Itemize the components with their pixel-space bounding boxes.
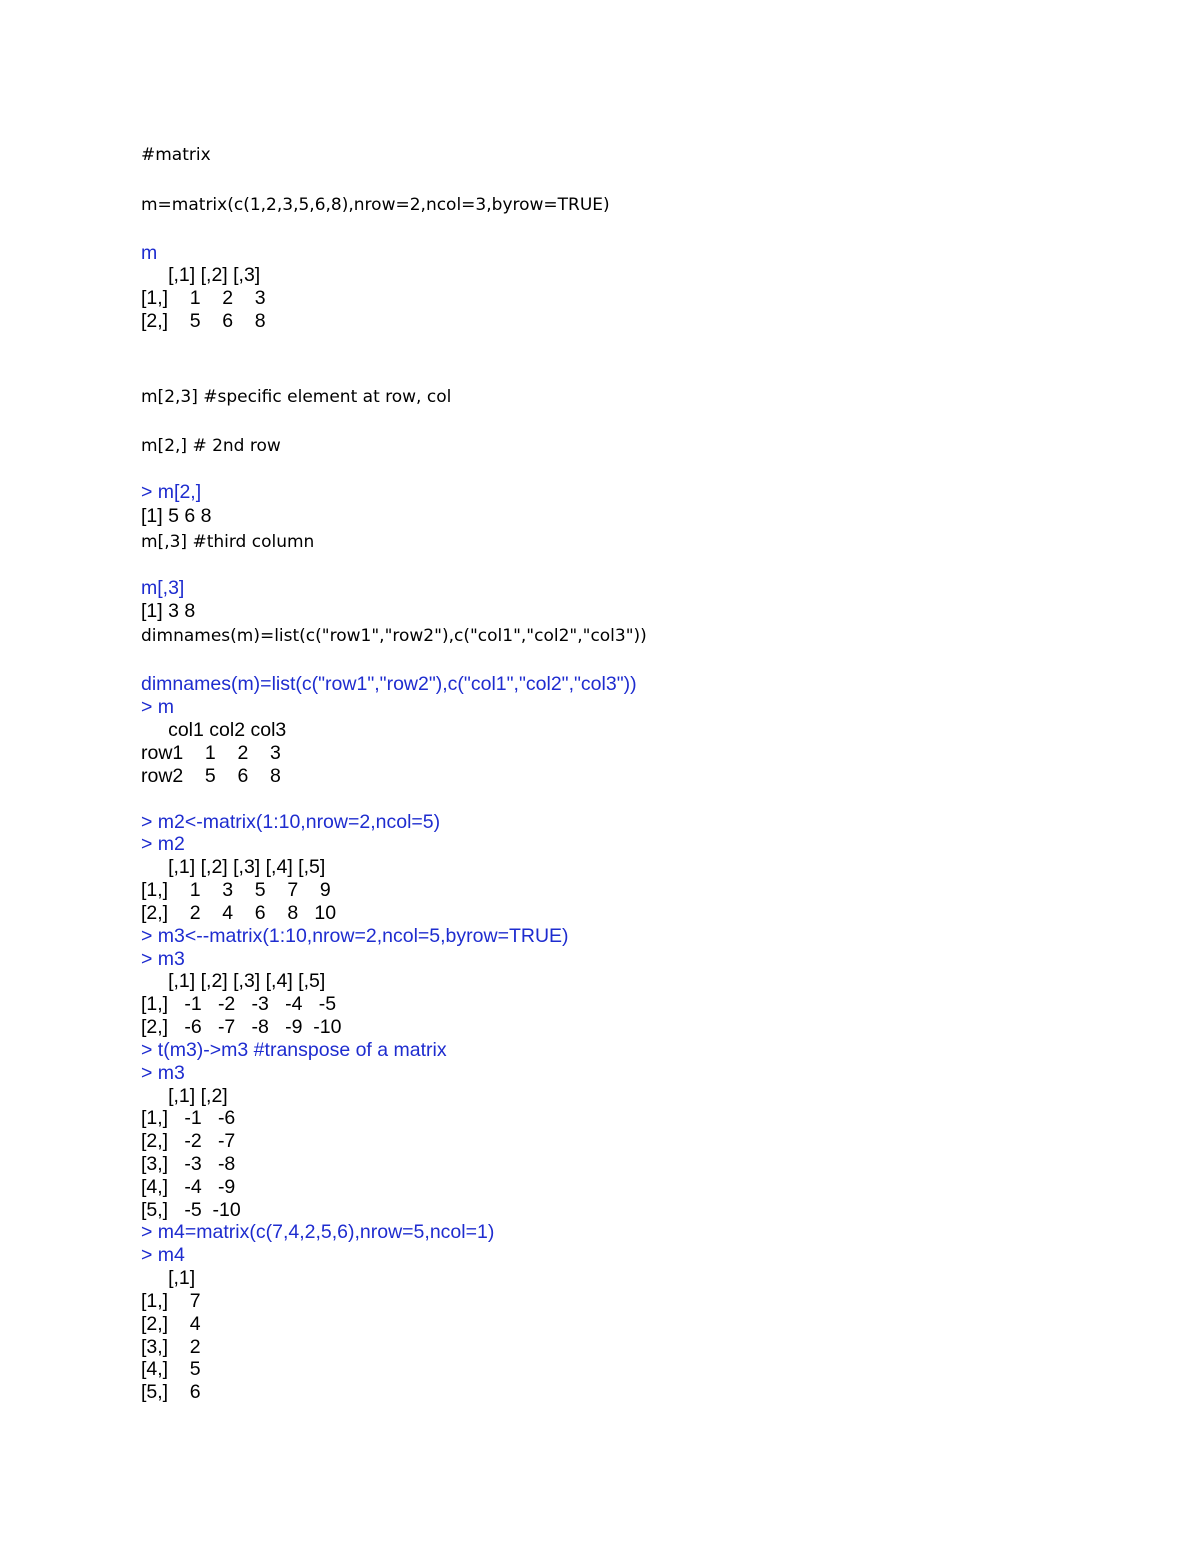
console-output-line: row1 1 2 3 bbox=[141, 742, 281, 764]
console-input-line: > m3 bbox=[141, 1062, 185, 1084]
console-output-line: [1] 3 8 bbox=[141, 600, 196, 622]
console-output-line: [4,] 5 bbox=[141, 1358, 201, 1380]
console-output-line: [1,] -1 -6 bbox=[141, 1107, 236, 1129]
console-input-line: m bbox=[141, 242, 158, 264]
console-output-line: [,1] [,2] bbox=[141, 1085, 228, 1107]
console-input-line: > t(m3)->m3 #transpose of a matrix bbox=[141, 1039, 447, 1061]
doc-comment-matrix: #matrix bbox=[141, 145, 211, 165]
console-output-line: [5,] 6 bbox=[141, 1381, 201, 1403]
doc-code-line: m=matrix(c(1,2,3,5,6,8),nrow=2,ncol=3,byrow=TRUE) bbox=[141, 195, 610, 215]
console-output-line: [2,] -6 -7 -8 -9 -10 bbox=[141, 1016, 342, 1038]
console-input-line: > m3<--matrix(1:10,nrow=2,ncol=5,byrow=TRUE) bbox=[141, 925, 569, 947]
console-output-line: row2 5 6 8 bbox=[141, 765, 281, 787]
console-output-line: [3,] -3 -8 bbox=[141, 1153, 236, 1175]
console-input-line: > m2 bbox=[141, 833, 185, 855]
console-input-line: > m4=matrix(c(7,4,2,5,6),nrow=5,ncol=1) bbox=[141, 1221, 495, 1243]
console-output-line: [1,] -1 -2 -3 -4 -5 bbox=[141, 993, 337, 1015]
console-output-line: [1] 5 6 8 bbox=[141, 505, 212, 527]
console-output-line: [2,] 5 6 8 bbox=[141, 310, 266, 332]
doc-code-line: m[2,] # 2nd row bbox=[141, 436, 281, 456]
console-input-line: dimnames(m)=list(c("row1","row2"),c("col1","col2","col3")) bbox=[141, 673, 637, 695]
console-output-line: col1 col2 col3 bbox=[141, 719, 287, 741]
console-output-line: [,1] [,2] [,3] [,4] [,5] bbox=[141, 856, 326, 878]
console-output-line: [3,] 2 bbox=[141, 1336, 201, 1358]
console-output-line: [2,] 2 4 6 8 10 bbox=[141, 902, 337, 924]
console-input-line: > m[2,] bbox=[141, 481, 202, 503]
console-output-line: [2,] -2 -7 bbox=[141, 1130, 236, 1152]
console-output-line: [4,] -4 -9 bbox=[141, 1176, 236, 1198]
console-output-line: [,1] [,2] [,3] bbox=[141, 264, 261, 286]
console-input-line: > m4 bbox=[141, 1244, 185, 1266]
console-output-line: [,1] [,2] [,3] [,4] [,5] bbox=[141, 970, 326, 992]
console-output-line: [1,] 1 2 3 bbox=[141, 287, 266, 309]
console-input-line: > m2<-matrix(1:10,nrow=2,ncol=5) bbox=[141, 811, 441, 833]
console-input-line: > m3 bbox=[141, 948, 185, 970]
doc-code-line: m[,3] #third column bbox=[141, 532, 315, 552]
console-output-line: [,1] bbox=[141, 1267, 196, 1289]
doc-code-line: m[2,3] #specific element at row, col bbox=[141, 387, 452, 407]
console-output-line: [5,] -5 -10 bbox=[141, 1199, 241, 1221]
doc-code-line: dimnames(m)=list(c("row1","row2"),c("col1","col2","col3")) bbox=[141, 626, 647, 646]
console-output-line: [2,] 4 bbox=[141, 1313, 201, 1335]
console-output-line: [1,] 7 bbox=[141, 1290, 201, 1312]
console-output-line: [1,] 1 3 5 7 9 bbox=[141, 879, 331, 901]
console-input-line: > m bbox=[141, 696, 175, 718]
console-input-line: m[,3] bbox=[141, 577, 185, 599]
